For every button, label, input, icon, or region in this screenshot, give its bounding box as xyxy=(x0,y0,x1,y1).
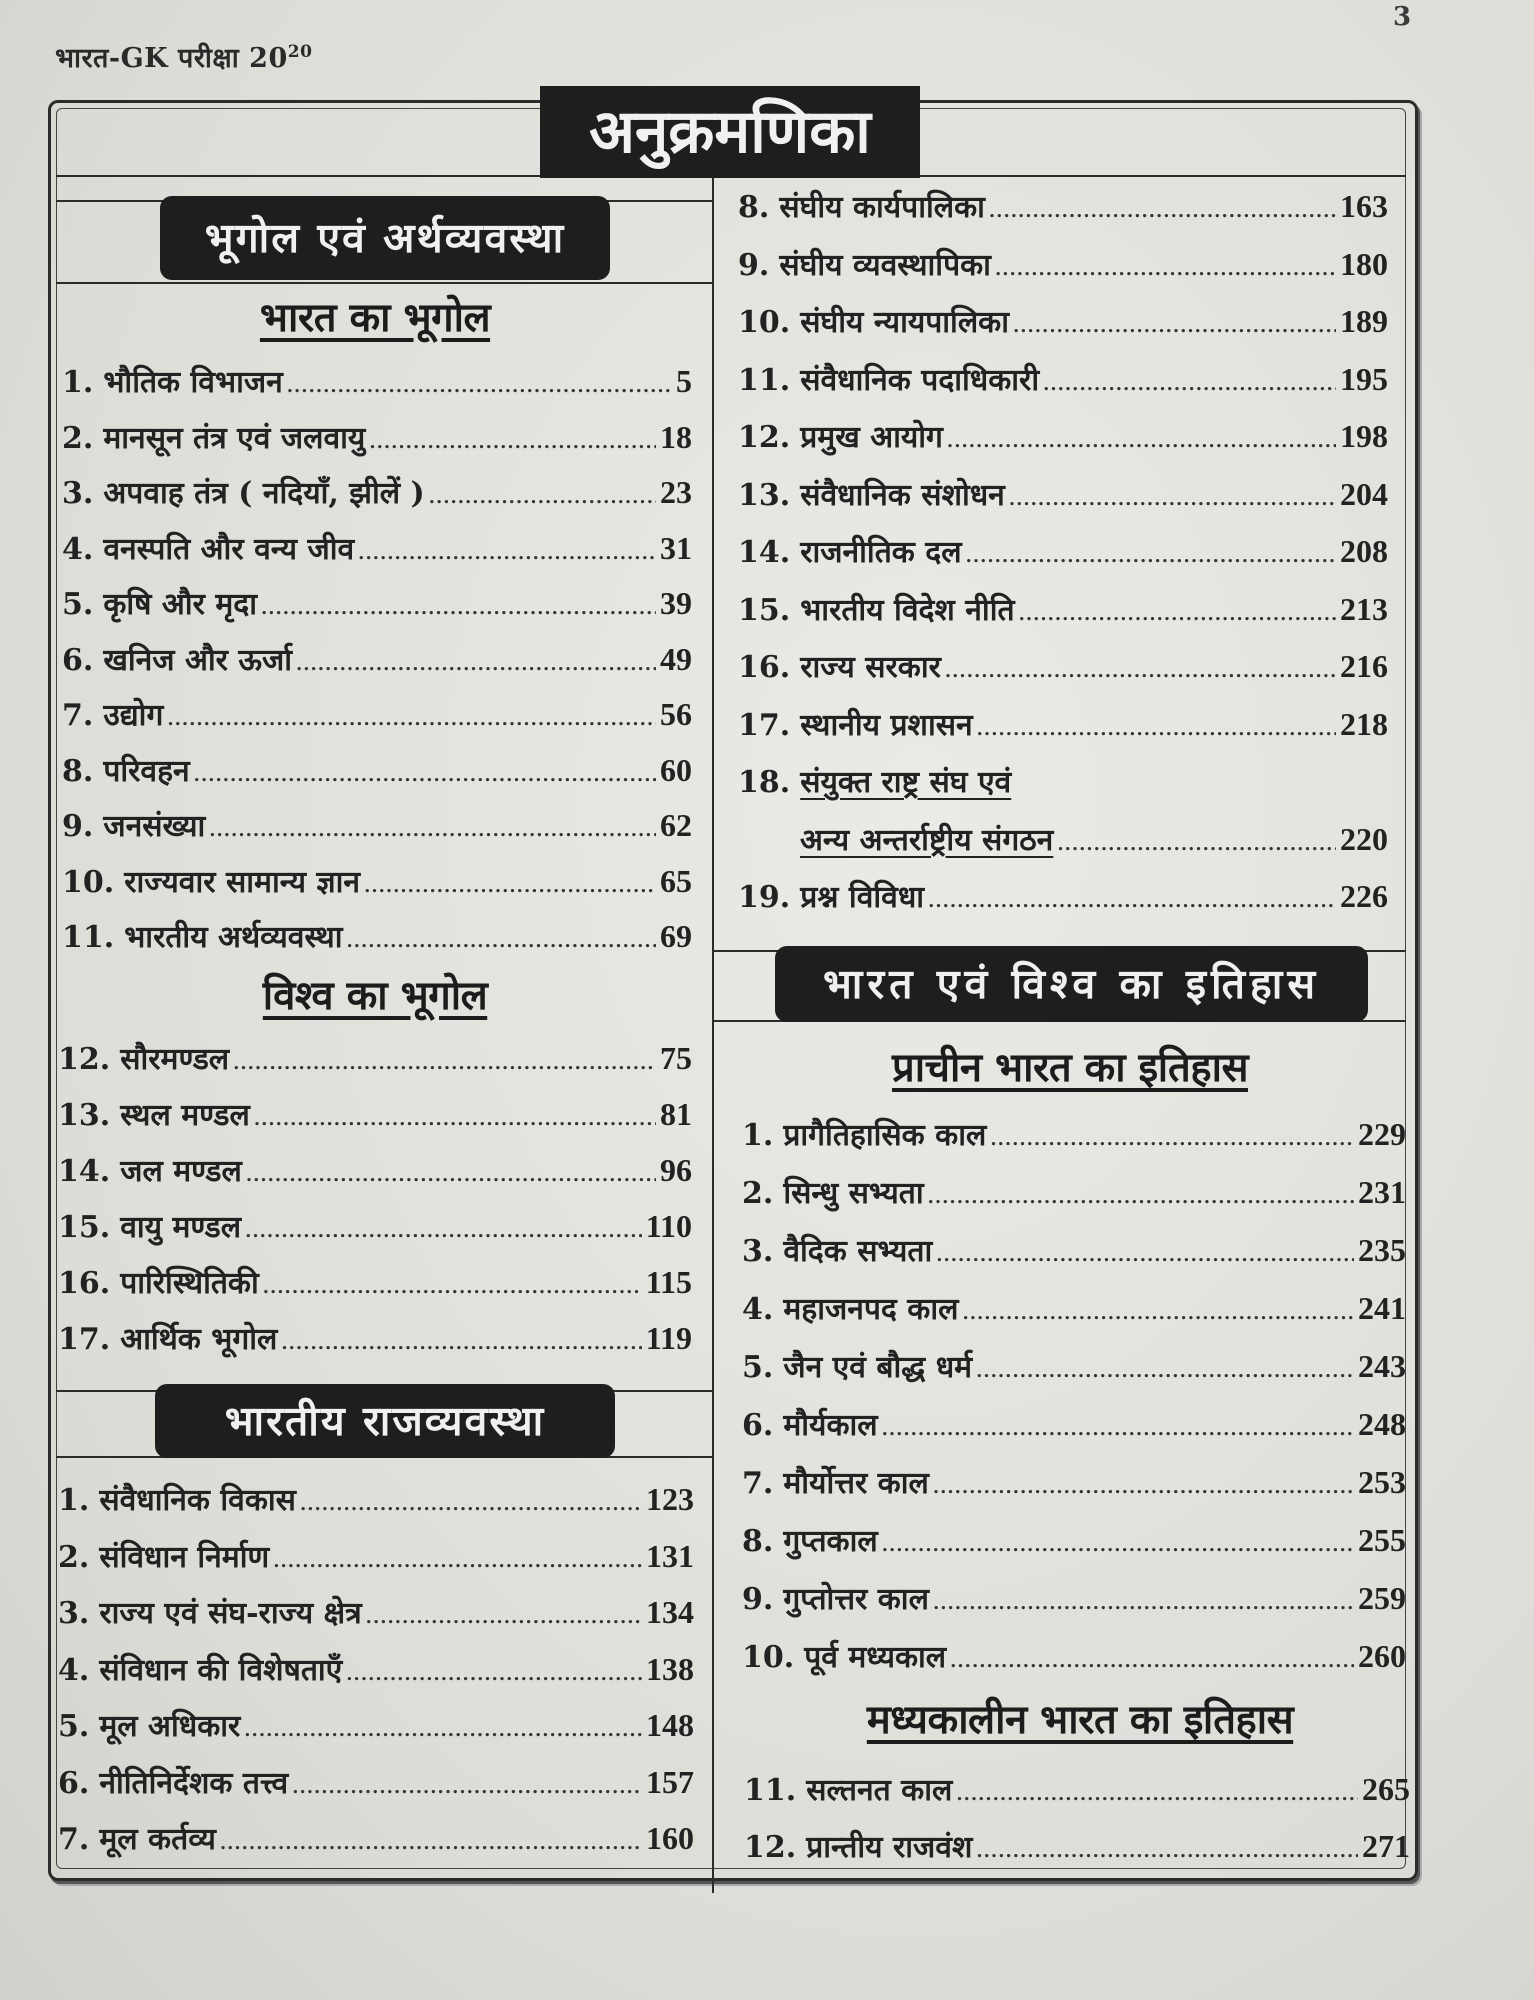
book-title-superscript: 20 xyxy=(287,42,313,62)
leader-dots xyxy=(194,765,656,786)
section-heading-history: भारत एवं विश्व का इतिहास xyxy=(775,946,1368,1022)
entry-title: प्रमुख आयोग xyxy=(800,420,943,455)
section-heading-polity: भारतीय राजव्यवस्था xyxy=(155,1384,615,1458)
entry-page-number: 231 xyxy=(1358,1174,1406,1210)
entry-title: प्रश्न विविधा xyxy=(800,880,925,915)
entry-number: 3. xyxy=(58,1596,90,1631)
toc-entry[interactable] xyxy=(58,1648,694,1692)
entry-number: 8. xyxy=(738,190,770,225)
leader-dots xyxy=(933,1593,1354,1614)
entry-page-number: 69 xyxy=(660,918,692,954)
running-head xyxy=(55,38,312,75)
entry-page-number: 134 xyxy=(646,1594,694,1630)
leader-dots xyxy=(966,546,1336,567)
toc-entry[interactable] xyxy=(738,415,1388,459)
entry-page-number: 148 xyxy=(646,1707,694,1743)
leader-dots xyxy=(945,661,1336,682)
toc-entry[interactable] xyxy=(58,1761,694,1805)
entry-number: 5. xyxy=(58,1709,90,1744)
subheading-india-geography: भारत का भूगोल xyxy=(259,294,491,341)
entry-page-number: 119 xyxy=(645,1320,692,1356)
entry-title: गुप्तकाल xyxy=(783,1524,878,1559)
entry-title: संवैधानिक पदाधिकारी xyxy=(800,362,1040,398)
leader-dots xyxy=(366,1607,642,1628)
entry-number: 13. xyxy=(58,1098,111,1133)
entry-page-number: 213 xyxy=(1340,590,1388,627)
entry-number: 2. xyxy=(62,420,94,456)
entry-title: परिवहन xyxy=(103,753,190,789)
entry-title: नीतिनिर्देशक तत्त्व xyxy=(99,1765,289,1801)
leader-dots xyxy=(977,719,1336,740)
entry-title: भौतिक विभाजन xyxy=(103,365,283,400)
leader-dots xyxy=(346,1664,642,1685)
toc-entry[interactable] xyxy=(62,527,692,571)
leader-dots xyxy=(263,1277,642,1298)
entry-title: संघीय कार्यपालिका xyxy=(779,190,985,225)
leader-dots xyxy=(245,1221,642,1242)
entry-page-number: 248 xyxy=(1358,1406,1406,1442)
entry-page-number: 56 xyxy=(660,696,692,732)
entry-number: 16. xyxy=(738,650,791,685)
entry-title: पारिस्थितिकी xyxy=(120,1266,259,1301)
leader-dots xyxy=(928,891,1336,912)
entry-page-number: 5 xyxy=(676,363,692,399)
entry-page-number: 157 xyxy=(646,1763,694,1800)
entry-title: मौर्यकाल xyxy=(783,1408,878,1443)
entry-title: वैदिक सभ्यता xyxy=(783,1234,933,1269)
entry-number: 1. xyxy=(62,365,94,400)
leader-dots xyxy=(167,709,656,730)
entry-number: 11. xyxy=(744,1773,797,1808)
toc-entry[interactable] xyxy=(58,1205,692,1249)
entry-number: 5. xyxy=(742,1350,774,1385)
entry-number: 16. xyxy=(58,1266,111,1301)
entry-title: खनिज और ऊर्जा xyxy=(103,642,292,678)
entry-page-number: 218 xyxy=(1340,705,1388,742)
entry-page-number: 216 xyxy=(1340,648,1388,684)
entry-title: जल मण्डल xyxy=(120,1154,242,1189)
leader-dots xyxy=(358,543,656,564)
toc-entry[interactable] xyxy=(58,1591,694,1635)
entry-title: संवैधानिक संशोधन xyxy=(800,477,1005,513)
entry-page-number: 271 xyxy=(1362,1828,1410,1864)
entry-title-line2: अन्य अन्तर्राष्ट्रीय संगठन xyxy=(800,822,1054,858)
leader-dots xyxy=(273,1551,642,1572)
toc-entry[interactable] xyxy=(58,1478,694,1522)
toc-entry[interactable] xyxy=(742,1287,1406,1331)
leader-dots xyxy=(1009,489,1336,510)
entry-page-number: 31 xyxy=(660,529,692,566)
entry-number: 12. xyxy=(58,1042,111,1077)
entry-title: महाजनपद काल xyxy=(783,1292,959,1327)
entry-title: जैन एवं बौद्ध धर्म xyxy=(783,1350,973,1385)
page-title: अनुक्रमणिका xyxy=(540,86,920,178)
subheading-medieval-india: मध्यकालीन भारत का इतिहास xyxy=(866,1696,1294,1743)
leader-dots xyxy=(976,1841,1358,1862)
entry-title: संविधान की विशेषताएँ xyxy=(99,1652,343,1688)
leader-dots xyxy=(233,1053,656,1074)
entry-title: सल्तनत काल xyxy=(806,1773,953,1808)
entry-number: 4. xyxy=(62,531,94,567)
entry-title: पूर्व मध्यकाल xyxy=(804,1640,947,1675)
entry-number: 12. xyxy=(738,420,791,455)
entry-page-number: 62 xyxy=(660,807,692,843)
entry-page-number: 18 xyxy=(660,418,692,455)
leader-dots xyxy=(347,931,657,952)
leader-dots xyxy=(261,598,656,619)
toc-entry[interactable] xyxy=(738,185,1388,229)
entry-page-number: 160 xyxy=(646,1820,694,1856)
toc-entry[interactable] xyxy=(738,300,1388,344)
leader-dots xyxy=(220,1833,642,1854)
entry-title: वायु मण्डल xyxy=(120,1210,242,1245)
toc-entry[interactable] xyxy=(738,875,1388,919)
entry-page-number: 23 xyxy=(660,474,692,510)
entry-number: 15. xyxy=(738,592,791,628)
toc-entry[interactable] xyxy=(742,1403,1406,1447)
section-rule-bottom xyxy=(56,282,712,284)
entry-title: सौरमण्डल xyxy=(120,1042,230,1077)
entry-page-number: 189 xyxy=(1340,303,1388,339)
entry-title: भारतीय विदेश नीति xyxy=(800,592,1015,628)
entry-number: 7. xyxy=(742,1466,774,1501)
entry-number: 10. xyxy=(742,1640,795,1675)
toc-entry[interactable] xyxy=(742,1577,1406,1621)
entry-title: राज्य एवं संघ-राज्य क्षेत्र xyxy=(99,1596,362,1631)
entry-title: संयुक्त राष्ट्र संघ एवं xyxy=(800,765,1012,800)
entry-number: 14. xyxy=(738,535,791,570)
entry-title: उद्योग xyxy=(103,698,164,733)
entry-number: 17. xyxy=(58,1322,111,1357)
entry-number: 9. xyxy=(738,247,770,283)
entry-title: भारतीय अर्थव्यवस्था xyxy=(124,920,343,955)
entry-number: 6. xyxy=(742,1408,774,1443)
leader-dots xyxy=(1043,374,1336,395)
entry-page-number: 138 xyxy=(646,1650,694,1687)
subheading-ancient-india: प्राचीन भारत का इतिहास xyxy=(891,1044,1249,1091)
toc-entry[interactable] xyxy=(738,358,1388,402)
leader-dots xyxy=(296,654,656,675)
entry-page-number: 195 xyxy=(1340,360,1388,397)
leader-dots xyxy=(1019,604,1336,625)
toc-entry[interactable] xyxy=(744,1768,1410,1812)
toc-entry[interactable] xyxy=(742,1345,1406,1389)
toc-entry[interactable] xyxy=(62,638,692,682)
entry-title: राज्य सरकार xyxy=(800,650,941,685)
leader-dots xyxy=(292,1777,642,1798)
toc-entry[interactable] xyxy=(744,1825,1410,1869)
entry-number: 1. xyxy=(742,1118,774,1153)
entry-number: 8. xyxy=(62,753,94,789)
entry-title: संघीय न्यायपालिका xyxy=(800,305,1009,340)
entry-number: 9. xyxy=(742,1582,774,1617)
entry-number: 7. xyxy=(62,698,94,733)
entry-number: 1. xyxy=(58,1483,90,1518)
entry-number: 11. xyxy=(62,920,115,955)
entry-title: स्थल मण्डल xyxy=(120,1098,250,1133)
toc-entry[interactable] xyxy=(742,1635,1406,1679)
leader-dots xyxy=(989,201,1336,222)
entry-title: अपवाह तंत्र ( नदियाँ, झीलें ) xyxy=(103,476,425,511)
toc-entry[interactable] xyxy=(738,760,1388,804)
entry-title: राज्यवार सामान्य ज्ञान xyxy=(124,864,361,900)
entry-page-number: 110 xyxy=(645,1208,692,1244)
entry-title: आर्थिक भूगोल xyxy=(120,1322,278,1357)
entry-page-number: 180 xyxy=(1340,245,1388,282)
toc-entry[interactable] xyxy=(58,1317,692,1361)
leader-dots xyxy=(246,1165,656,1186)
toc-entry[interactable] xyxy=(62,860,692,904)
entry-number: 7. xyxy=(58,1822,90,1857)
leader-dots xyxy=(928,1187,1354,1208)
entry-title: राजनीतिक दल xyxy=(800,535,962,570)
toc-entry[interactable] xyxy=(58,1149,692,1193)
toc-entry[interactable] xyxy=(738,588,1388,632)
toc-entry[interactable] xyxy=(58,1535,694,1579)
entry-page-number: 81 xyxy=(660,1096,692,1132)
entry-page-number: 39 xyxy=(660,585,692,621)
toc-entry[interactable] xyxy=(738,473,1388,517)
leader-dots xyxy=(990,1129,1354,1150)
entry-page-number: 235 xyxy=(1358,1232,1406,1268)
entry-number: 12. xyxy=(744,1830,797,1865)
entry-page-number: 75 xyxy=(660,1040,692,1076)
leader-dots xyxy=(976,1361,1354,1382)
toc-entry[interactable] xyxy=(62,582,692,626)
entry-page-number: 241 xyxy=(1358,1290,1406,1326)
entry-page-number: 204 xyxy=(1340,475,1388,512)
entry-number: 6. xyxy=(62,642,94,678)
page-number: 3 xyxy=(1393,2,1412,32)
toc-entry[interactable] xyxy=(62,749,692,793)
entry-page-number: 255 xyxy=(1358,1522,1406,1558)
entry-page-number: 96 xyxy=(660,1152,692,1188)
toc-entry[interactable] xyxy=(58,1704,694,1748)
entry-number: 6. xyxy=(58,1765,90,1801)
entry-title: स्थानीय प्रशासन xyxy=(800,707,973,743)
entry-number: 15. xyxy=(58,1210,111,1245)
toc-entry[interactable] xyxy=(62,360,692,404)
leader-dots xyxy=(995,259,1336,280)
toc-entry[interactable] xyxy=(58,1093,692,1137)
leader-dots xyxy=(936,1245,1354,1266)
entry-page-number: 65 xyxy=(660,862,692,899)
entry-number: 3. xyxy=(62,476,94,511)
toc-entry[interactable] xyxy=(738,243,1388,287)
entry-title: सिन्धु सभ्यता xyxy=(783,1176,924,1211)
entry-number: 9. xyxy=(62,809,94,844)
entry-page-number: 198 xyxy=(1340,418,1388,454)
leader-dots xyxy=(882,1419,1354,1440)
section-heading-geography-economy: भूगोल एवं अर्थव्यवस्था xyxy=(160,196,610,280)
entry-title: मूल अधिकार xyxy=(99,1709,241,1744)
entry-title: प्रागैतिहासिक काल xyxy=(783,1118,987,1153)
entry-page-number: 123 xyxy=(646,1481,694,1517)
entry-title: मानसून तंत्र एवं जलवायु xyxy=(103,420,366,456)
toc-entry[interactable] xyxy=(742,1461,1406,1505)
entry-title: मौर्योत्तर काल xyxy=(783,1466,929,1501)
entry-number: 5. xyxy=(62,587,94,622)
toc-entry[interactable] xyxy=(742,1171,1406,1215)
toc-entry[interactable] xyxy=(62,804,692,848)
entry-title: प्रान्तीय राजवंश xyxy=(806,1830,973,1865)
entry-title: वनस्पति और वन्य जीव xyxy=(103,531,355,567)
toc-entry[interactable] xyxy=(738,645,1388,689)
leader-dots xyxy=(209,820,656,841)
leader-dots xyxy=(962,1303,1354,1324)
entry-page-number: 253 xyxy=(1358,1464,1406,1500)
entry-title: संघीय व्यवस्थापिका xyxy=(779,247,991,283)
toc-entry[interactable] xyxy=(62,416,692,460)
toc-entry[interactable] xyxy=(738,530,1388,574)
entry-number: 14. xyxy=(58,1154,111,1189)
entry-page-number: 208 xyxy=(1340,533,1388,569)
leader-dots xyxy=(429,487,656,508)
entry-number: 19. xyxy=(738,880,791,915)
leader-dots xyxy=(950,1651,1354,1672)
entry-number: 3. xyxy=(742,1234,774,1269)
entry-page-number: 131 xyxy=(646,1537,694,1574)
entry-number: 10. xyxy=(738,305,791,340)
leader-dots xyxy=(882,1535,1354,1556)
leader-dots xyxy=(933,1477,1354,1498)
entry-page-number: 163 xyxy=(1340,188,1388,224)
leader-dots xyxy=(1057,834,1336,855)
leader-dots xyxy=(281,1333,641,1354)
entry-number: 4. xyxy=(742,1292,774,1327)
toc-entry[interactable] xyxy=(58,1261,692,1305)
entry-page-number: 229 xyxy=(1358,1116,1406,1152)
leader-dots xyxy=(300,1494,642,1515)
entry-number: 11. xyxy=(738,362,791,398)
toc-entry[interactable] xyxy=(58,1037,692,1081)
entry-title: संविधान निर्माण xyxy=(99,1539,270,1575)
leader-dots xyxy=(1013,316,1336,337)
entry-title: कृषि और मृदा xyxy=(103,587,257,622)
entry-page-number: 243 xyxy=(1358,1348,1406,1384)
entry-title: मूल कर्तव्य xyxy=(99,1822,216,1857)
entry-number: 18. xyxy=(738,765,791,800)
entry-number: 13. xyxy=(738,477,791,513)
entry-page-number: 265 xyxy=(1362,1771,1410,1807)
toc-entry[interactable] xyxy=(742,1229,1406,1273)
toc-entry[interactable] xyxy=(742,1113,1406,1157)
entry-page-number: 220 xyxy=(1340,820,1388,857)
leader-dots xyxy=(947,431,1336,452)
toc-entry[interactable] xyxy=(62,915,692,959)
leader-dots xyxy=(364,876,656,897)
column-divider xyxy=(712,178,714,1893)
entry-title: जनसंख्या xyxy=(103,809,206,844)
subheading-world-geography: विश्व का भूगोल xyxy=(262,972,488,1019)
leader-dots xyxy=(369,432,656,453)
entry-page-number: 260 xyxy=(1358,1638,1406,1674)
entry-page-number: 60 xyxy=(660,751,692,788)
leader-dots xyxy=(287,376,672,397)
leader-dots xyxy=(244,1720,642,1741)
toc-entry[interactable] xyxy=(62,693,692,737)
toc-entry[interactable] xyxy=(62,471,692,515)
entry-title: गुप्तोत्तर काल xyxy=(783,1582,929,1617)
toc-entry-continued[interactable] xyxy=(800,818,1388,862)
entry-number: 10. xyxy=(62,864,115,900)
entry-number: 8. xyxy=(742,1524,774,1559)
entry-page-number: 259 xyxy=(1358,1580,1406,1616)
entry-number: 2. xyxy=(58,1539,90,1575)
entry-number: 2. xyxy=(742,1176,774,1211)
leader-dots xyxy=(254,1109,656,1130)
leader-dots xyxy=(956,1784,1358,1805)
toc-entry[interactable] xyxy=(738,703,1388,747)
toc-entry[interactable] xyxy=(58,1817,694,1861)
entry-title: संवैधानिक विकास xyxy=(99,1483,296,1518)
entry-number: 4. xyxy=(58,1652,90,1688)
toc-entry[interactable] xyxy=(742,1519,1406,1563)
entry-page-number: 49 xyxy=(660,640,692,677)
entry-page-number: 115 xyxy=(645,1264,692,1300)
entry-page-number: 226 xyxy=(1340,878,1388,914)
entry-number: 17. xyxy=(738,707,791,743)
book-title: भारत-GK परीक्षा 20 xyxy=(55,43,288,74)
